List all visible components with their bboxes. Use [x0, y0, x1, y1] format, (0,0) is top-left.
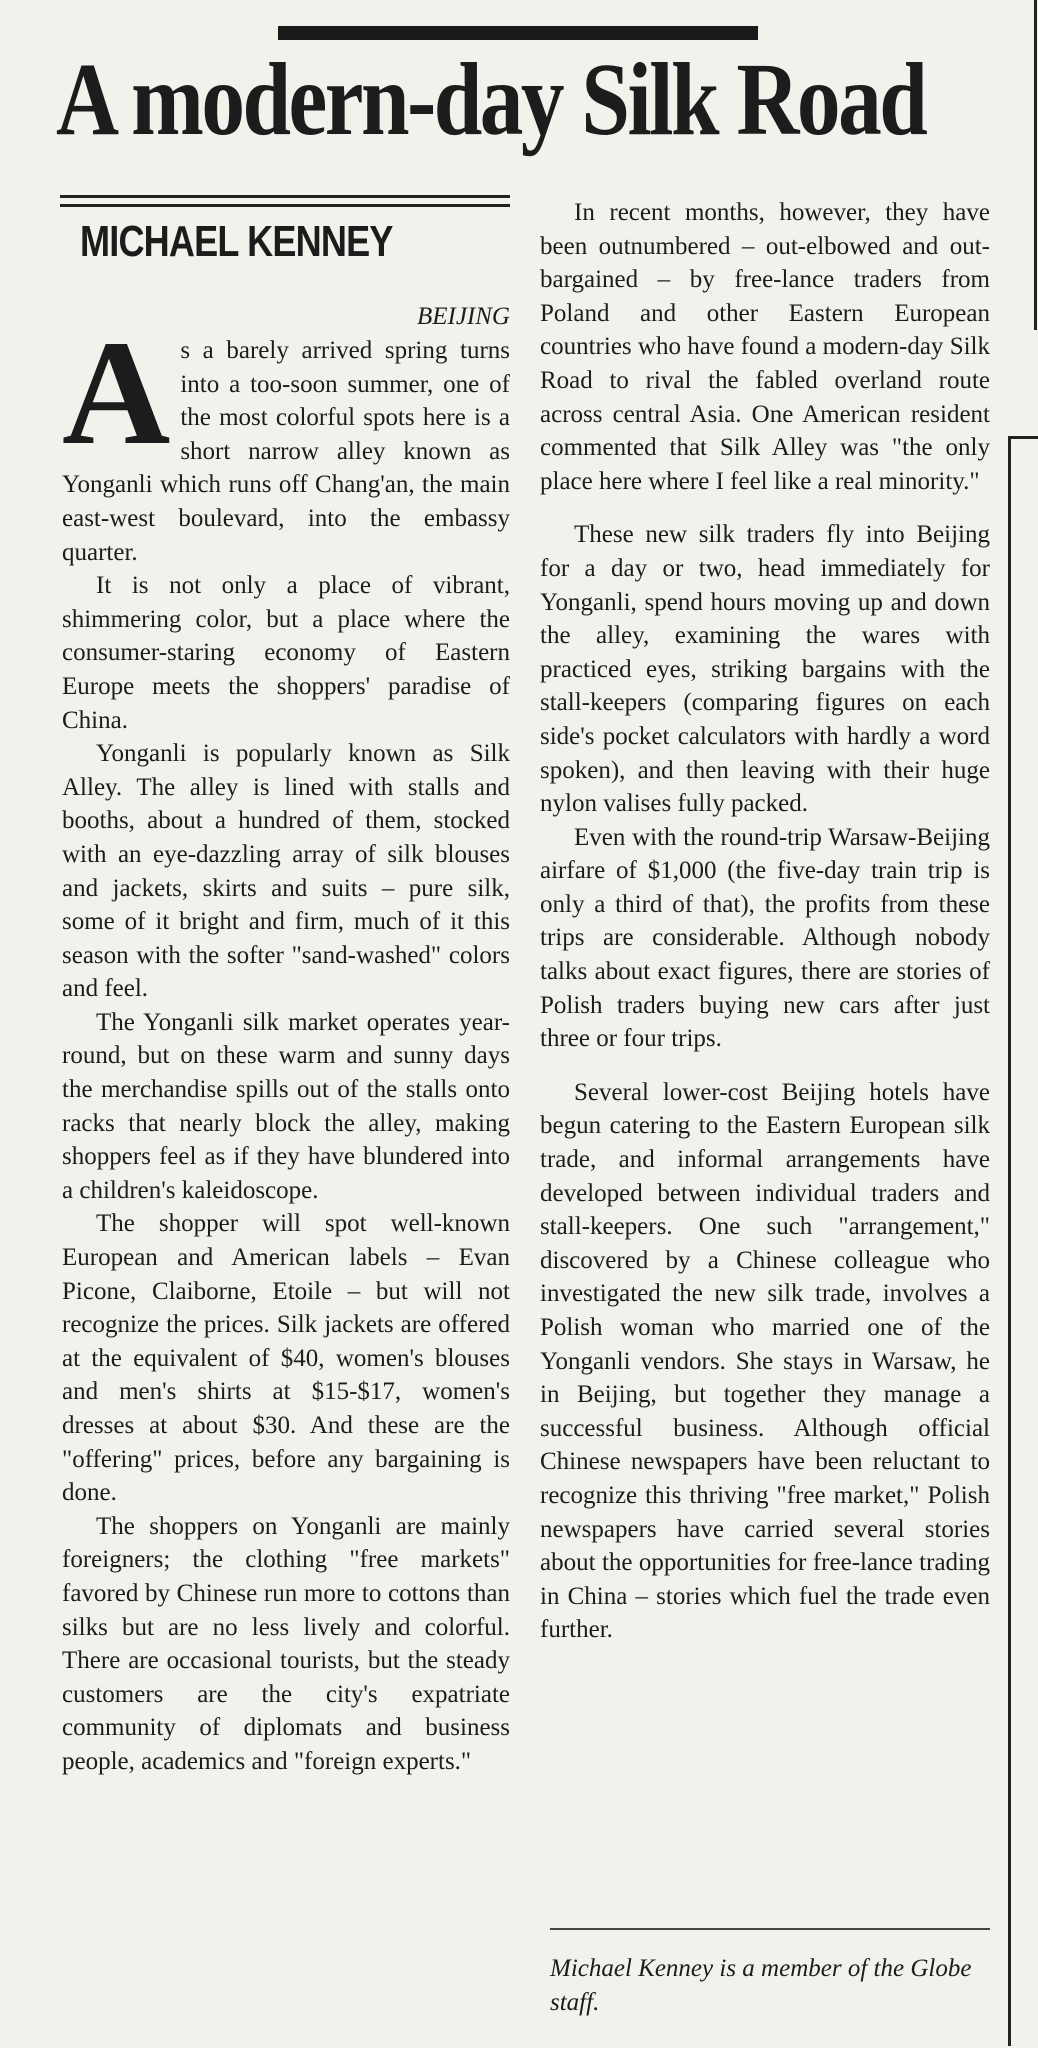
drop-cap: A: [62, 310, 171, 476]
paragraph: Yonganli is popularly known as Silk Alley. The alley is lined with stalls and booths, about a hundred of them, stocked with an eye-dazzling array of silk blouses and jackets, skirts and suits – pure silk, some of it bright and firm, much of it this season with the softer "sand-washed" colors and feel.: [62, 740, 510, 1003]
edge-line-right: [1008, 436, 1011, 2046]
paragraph: The shopper will spot well-known European and American labels – Evan Picone, Claiborne, Etoile – but will not recognize the prices. Silk jackets are offered at the equivalent of $40, women's blouses and men's shirts at $15-$17, women's dresses at about $30. And these are the "offering" prices, before any bargaining is done.: [62, 1210, 510, 1507]
dateline: BEIJING: [416, 303, 510, 330]
left-column: [62, 300, 510, 2015]
credit-rule: [550, 1928, 990, 1930]
paragraph: s a barely arrived spring turns into a too-soon summer, one of the most colorful spots here is a short narrow alley known as Yonganli which runs off Chang'an, the main east-west boulevard, into the embassy quarter.: [62, 337, 510, 566]
author-credit: Michael Kenney is a member of the Globe staff.: [550, 1955, 972, 2016]
headline: A modern-day Silk Road: [56, 42, 926, 157]
edge-line-bottom: [1008, 436, 1038, 439]
paragraph: The shoppers on Yonganli are mainly foreigners; the clothing "free markets" favored by Chinese run more to cottons than silks but are no less lively and colorful. There are occasional tourists, but the steady customers are the city's expatriate community of diplomats and business people, academics and "foreign experts.": [62, 1512, 510, 1775]
paragraph: The Yonganli silk market operates year-round, but on these warm and sunny days the merchandise spills out of the stalls onto racks that nearly block the alley, making shoppers feel as if they have blundered into a children's kaleidoscope.: [62, 1008, 510, 1204]
right-column: [540, 196, 990, 1647]
paragraph: In recent months, however, they have been outnumbered – out-elbowed and out-bargained – by free-lance traders from Poland and other Eastern European countries who have found a modern-day Silk Road to rival the fabled overland route across central Asia. One American resident commented that Silk Alley was "the only place here where I feel like a real minority.": [540, 199, 990, 495]
paragraph: Several lower-cost Beijing hotels have begun catering to the Eastern European silk trade, and informal arrangements have developed between individual traders and stall-keepers. One such "arrangement," discovered by a Chinese colleague who investigated the new silk trade, involves a Polish woman who married one of the Yonganli vendors. She stays in Warsaw, he in Beijing, but together they manage a successful business. Although official Chinese newspapers have been reluctant to recognize this thriving "free market," Polish newspapers have carried several stories about the opportunities for free-lance trading in China – stories which fuel the trade even further.: [540, 1078, 990, 1644]
top-rule: [278, 26, 758, 40]
byline-rule-bottom: [60, 204, 510, 207]
edge-line-top: [1034, 0, 1037, 330]
paragraph: It is not only a place of vibrant, shimmering color, but a place where the consumer-staring economy of Eastern Europe meets the shoppers' paradise of China.: [62, 572, 510, 734]
byline: MICHAEL KENNEY: [80, 217, 393, 266]
paragraph: These new silk traders fly into Beijing for a day or two, head immediately for Yonganli, spend hours moving up and down the alley, examining the wares with practiced eyes, striking bargains with the stall-keepers (comparing figures on each side's pocket calculators with hardly a word spoken), and then leaving with their huge nylon valises fully packed.: [540, 521, 990, 818]
paragraph: Even with the round-trip Warsaw-Beijing airfare of $1,000 (the five-day train trip is only a third of that), the profits from these trips are considerable. Although nobody talks about exact figures, there are stories of Polish traders buying new cars after just three or four trips.: [540, 823, 990, 1053]
byline-rule-top: [60, 195, 510, 198]
